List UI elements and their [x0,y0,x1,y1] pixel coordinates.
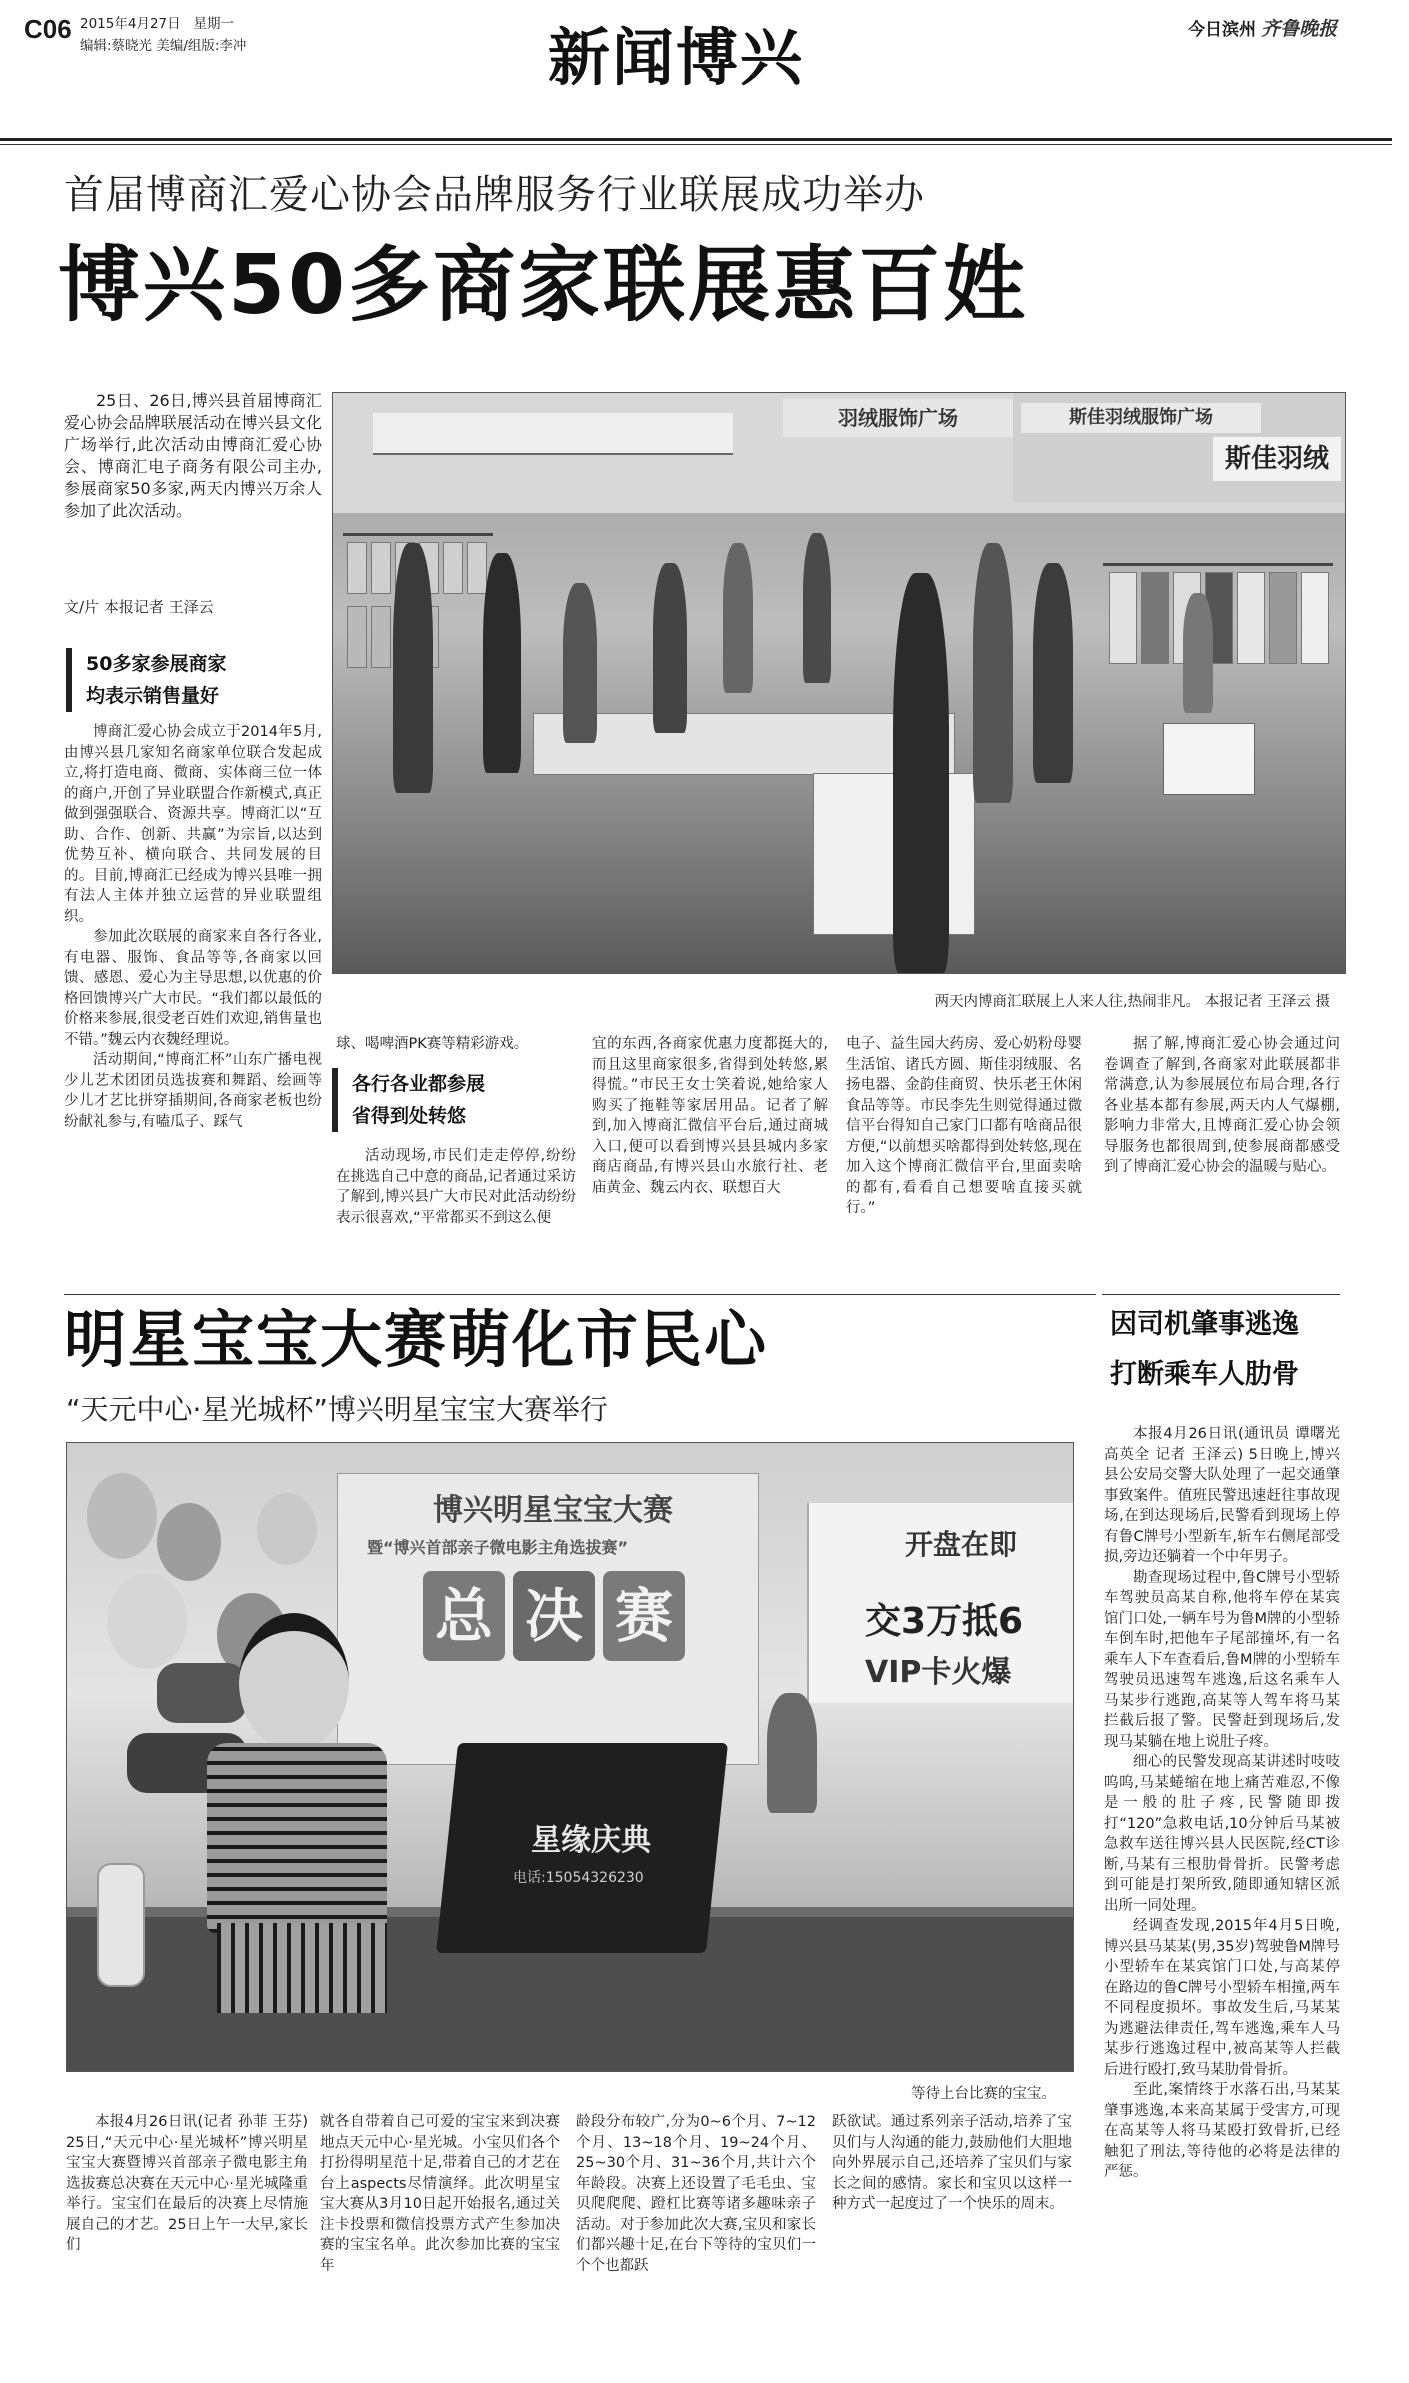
story3-para5: 至此,案情终于水落石出,马某某肇事逃逸,本来高某属于受害方,可现在高某等人将马某殴打致骨折,已经触犯了刑法,等待他的必将是法律的严惩。 [1104,2082,1340,2180]
story3-headline-line1: 因司机肇事逃逸 [1110,1309,1299,1340]
weekday-text: 星期一 [193,16,234,32]
story2-subtitle: “天元中心·星光城杯”博兴明星宝宝大赛举行 [66,1393,608,1426]
story3-headline-line2: 打断乘车人肋骨 [1110,1359,1299,1390]
shopper [483,553,521,773]
subhead2-line2: 省得到处转悠 [352,1105,467,1127]
story2-col3: 龄段分布较广,分为0~6个月、7~12个月、13~18个月、19~24个月、25~30个月、31~36个月,共计六个年龄段。决赛上还设置了毛毛虫、宝贝爬爬爬、蹬杠比赛等诸多趣味亲子活动。对于参加此次大赛,宝贝和家长们都兴趣十足,在台下等待的宝贝们一个个也都跃 [576,2114,816,2274]
speaker-brand: 星缘庆典 [531,1823,651,1858]
audience-person [767,1693,817,1813]
ad-vip: VIP卡火爆 [865,1655,1012,1690]
brand-name: 齐鲁晚报 [1261,18,1338,40]
toddler-legs [217,1923,387,2013]
ad-offer: 交3万抵6 [865,1601,1024,1642]
story3-divider-top [1102,1294,1340,1295]
brand-prefix: 今日滨州 [1188,20,1256,40]
story3-para1: 本报4月26日讯(通讯员 谭曙光 高英全 记者 王泽云) 5日晚上,博兴县公安局交警大队处理了一起交通肇事致案件。值班民警迅速赶往事故现场,在到达现场后,民警看到现场上停有鲁C牌号小型新车,斩车右侧尾部受损,旁边还躺着一个中年男子。 [1104,1426,1340,1565]
speaker-phone: 电话:15054326230 [513,1870,644,1886]
rack-item [371,606,391,668]
story3-body [1104,1424,1340,2374]
shopper [973,543,1013,803]
balloon [87,1473,157,1559]
toddler-jacket [207,1743,387,1933]
story2-col4: 跃欲试。通过系列亲子活动,培养了宝贝们与人沟通的能力,鼓励他们大胆地向外界展示自己,还培养了宝贝们与家长之间的感情。家长和宝贝以这样一种方式一起度过了一个快乐的周末。 [832,2114,1072,2212]
story1-headline: 博兴50多商家联展惠百姓 [58,238,1029,333]
story1-para1: 博商汇爱心协会成立于2014年5月,由博兴县几家知名商家单位联合发起成立,将打造电商、微商、实体商三位一体的商户,开创了异业联盟合作新模式,真正做到强强联合、资源共享。博商汇以“互助、合作、创新、共赢”为宗旨,以达到优势互补、横向联合、共同发展的目的。目前,博商汇已经成为博兴县唯一拥有法人主体并独立运营的异业联盟组织。 [64,724,322,925]
masthead-rule-thin [0,144,1392,145]
story1-subhead-1 [66,648,336,712]
balloon [157,1503,221,1581]
story1-para3: 活动期间,“博商汇杯”山东广播电视少儿艺术团团员选拔赛和舞蹈、绘画等少儿才艺比拼穿插期间,各商家老板也纷纷献礼参与,有嗑瓜子、踩气 [64,1052,322,1130]
subhead1-line2: 均表示销售量好 [86,685,220,707]
audience-person [157,1663,247,1723]
banner-title: 博兴明星宝宝大赛 [433,1493,673,1528]
banner-subtitle: 暨“博兴首部亲子微电影主角选拔赛” [367,1538,629,1557]
story1-photo-caption: 两天内博商汇联展上人来人往,热闹非凡。 本报记者 王泽云 摄 [934,994,1330,1010]
rack-item [1237,572,1265,664]
rack-item [1141,572,1169,664]
story2-col1: 本报4月26日讯(记者 孙菲 王芬) 25日,“天元中心·星光城杯”博兴明星宝宝大赛暨博兴首部亲子微电影主角选拔赛总决赛在天元中心·星光城隆重举行。宝宝们在最后的决赛上尽情施展自己的才艺。25日上午一大早,家长们 [66,2114,308,2253]
rack-item [371,542,391,594]
story1-col2: 活动现场,市民们走走停停,纷纷在挑选自己中意的商品,记者通过采访了解到,博兴县广大市民对此活动纷纷表示很喜欢,“平常都买不到这么便 [336,1148,576,1226]
final-char: 决 [513,1571,595,1661]
right-sign-top: 斯佳羽绒服饰广场 [1021,403,1261,433]
story2-col2: 就各自带着自己可爱的宝宝来到决赛地点天元中心·星光城。小宝贝们各个打扮得明星范十足,带着自己的才艺在台上aspects尽情演绎。此次明星宝宝大赛从3月10日起开始报名,通过关注卡投票和微信投票方式产生参加决赛的宝宝名单。此次参加比赛的宝宝年 [320,2114,560,2274]
rack-item [443,542,463,594]
story1-col2-top: 球、喝啤酒PK赛等精彩游戏。 [336,1036,529,1052]
left-tent-roof [373,413,733,455]
page-number: C06 [24,14,72,44]
story3-para4: 经调查发现,2015年4月5日晚,博兴县马某某(男,35岁)驾驶鲁M牌号小型轿车在某宾馆门口处,与高某停在路边的鲁C牌号小型轿车相撞,两车不同程度损坏。事故发生后,马某某为逃避法律责任,驾车逃逸,乘车人马某步行逃逸过程中,被高某等人拦截后进行殴打,致马某肋骨骨折。 [1104,1918,1340,2078]
shopper [563,583,597,743]
story1-col5: 据了解,博商汇爱心协会通过问卷调查了解到,各商家对此联展都非常满意,认为参展展位布局合理,各行各业基本都有参展,两天内人气爆棚,影响力非常大,且博商汇爱心协会领导服务也都很周到,使参展商都感受到了博商汇爱心协会的温暖与贴心。 [1104,1036,1340,1175]
shopper [893,573,949,973]
subhead1-line1: 50多家参展商家 [86,653,227,675]
story3-headline [1110,1300,1299,1400]
masthead-rule [0,138,1392,141]
ad-main: 开盘在即 [905,1528,1018,1561]
left-sign: 羽绒服饰广场 [783,399,1013,437]
story2-photo-caption: 等待上台比赛的宝宝。 [911,2086,1056,2102]
rack-item [467,542,487,594]
story1-byline: 文/片 本报记者 王泽云 [64,598,214,616]
subhead2-line1: 各行各业都参展 [352,1073,486,1095]
shopper [803,533,831,683]
story1-col3: 宜的东西,各商家优惠力度都挺大的,而且这里商家很多,省得到处转悠,累得慌。”市民王女士笑着说,她给家人购买了拖鞋等家居用品。记者了解到,加入博商汇微信平台后,通过商城入口,便可以看到博兴县县城内多家商店商品,有博兴县山水旅行社、老庙黄金、魏云内衣、联想百大 [592,1036,828,1196]
story1-kicker: 首届博商汇爱心协会品牌服务行业联展成功举办 [64,172,925,218]
rack-item [1269,572,1297,664]
shopper [653,563,687,733]
shopper [1033,563,1073,783]
story1-subhead-2 [332,1068,588,1132]
rack-right [1103,563,1333,746]
rack-item [1301,572,1329,664]
story3-para3: 细心的民警发现高某讲述时吱吱呜呜,马某蜷缩在地上痛苦难忍,不像是一般的肚子疼,民警随即拨打“120”急救电话,10分钟后马某被急救车送往博兴县人民医院,经CT诊断,马某有三根肋骨骨折。民警考虑到可能是打架所致,随即通知辖区派出所一同处理。 [1104,1754,1340,1914]
issue-date [80,12,234,32]
story1-col4: 电子、益生园大药房、爱心奶粉母婴生活馆、诸氏方圆、斯佳羽绒服、名扬电器、金韵佳商贸、快乐老王休闲食品等等。市民李先生则觉得通过微信平台得知自己家门口都有啥商品很方便,“以前想买啥都得到处转悠,现在加入这个博商汇微信平台,里面卖啥的都有,看看自己想要啥直接买就行。” [846,1036,1082,1216]
balloon [107,1573,187,1669]
storage-box [1163,723,1255,795]
final-badge [423,1571,693,1665]
story3-para2: 勘查现场过程中,鲁C牌号小型轿车驾驶员高某自称,他将车停在某宾馆门口处,一辆车号为鲁M牌的小型轿车倒车时,把他车子尾部撞坏,有一名乘车人下车查看后,鲁M牌的小型轿车驾驶员迅速驾车逃逸,后这名乘车人马某步行逃跑,高某等人驾车将马某拦截后报了警。民警赶到现场后,发现马某躺在地上说肚子疼。 [1104,1569,1340,1750]
right-sign: 斯佳羽绒 [1213,437,1341,481]
shopper [723,543,753,693]
story1-bottom-rule [64,1294,1096,1295]
baby-bottle [97,1863,145,1987]
final-char: 总 [423,1571,505,1661]
final-char: 赛 [603,1571,685,1661]
story2-photo [66,1442,1074,2072]
brand-block [1188,14,1337,41]
editor-credits: 编辑:蔡晓光 美编/组版:李冲 [80,38,247,54]
story1-col1 [64,722,322,1312]
story1-lead: 25日、26日,博兴县首届博商汇爱心协会品牌联展活动在博兴县文化广场举行,此次活动由博商汇爱心协会、博商汇电子商务有限公司主办,参展商家50多家,两天内博兴万余人参加了此次活动。 [64,391,322,520]
story1-para2: 参加此次联展的商家来自各行各业,有电器、服饰、食品等等,各商家以回馈、感恩、爱心为主导思想,以优惠的价格回馈博兴广大市民。“我们都以最低的价格来参展,很受老百姓们欢迎,销售量也不错。”魏云内衣魏经理说。 [64,929,322,1048]
story2-headline: 明星宝宝大赛萌化市民心 [64,1303,769,1376]
rack-item [347,606,367,668]
shopper [1183,593,1213,713]
shopper [393,543,433,793]
story1-photo [332,392,1346,974]
balloon [257,1493,317,1565]
section-title: 新闻博兴 [548,21,805,94]
rack-item [347,542,367,594]
toddler-head [239,1613,349,1751]
rack-item [1109,572,1137,664]
date-text: 2015年4月27日 [80,16,181,32]
